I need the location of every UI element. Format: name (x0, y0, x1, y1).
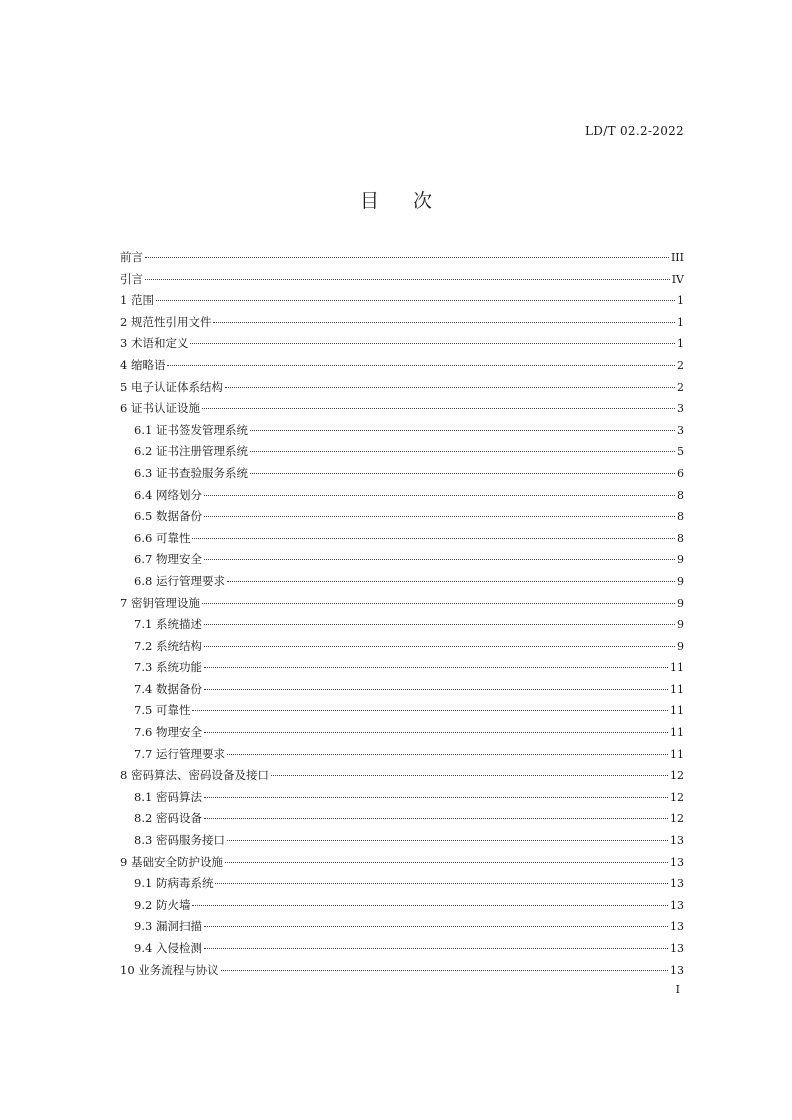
toc-entry[interactable] (120, 679, 684, 701)
toc-entry-label: 6.1 证书签发管理系统 (134, 422, 248, 437)
toc-entry-page: 1 (677, 315, 684, 329)
toc-entry[interactable] (120, 700, 684, 722)
toc-entry-label: 6.8 运行管理要求 (134, 573, 225, 588)
toc-entry-page: 8 (677, 488, 684, 502)
toc-leader-dots (250, 430, 675, 431)
toc-entry[interactable] (120, 290, 684, 312)
toc-entry[interactable] (120, 549, 684, 571)
toc-entry[interactable] (120, 614, 684, 636)
toc-entry[interactable] (120, 485, 684, 507)
toc-entry-label: 7.2 系统结构 (134, 638, 202, 653)
document-code: LD/T 02.2-2022 (585, 124, 684, 138)
toc-leader-dots (192, 710, 668, 711)
toc-entry-label: 7.4 数据备份 (134, 681, 202, 696)
toc-entry-label: 8.3 密码服务接口 (134, 833, 225, 848)
toc-leader-dots (213, 322, 675, 323)
toc-entry-page: 13 (670, 877, 684, 891)
toc-leader-dots (202, 408, 675, 409)
toc-entry[interactable] (120, 269, 684, 291)
toc-entry-page: 9 (677, 574, 684, 588)
toc-entry-page: 9 (677, 596, 684, 610)
toc-entry-label: 9.1 防病毒系统 (134, 876, 214, 891)
toc-entry-page: 13 (670, 898, 684, 912)
toc-entry-label: 9 基础安全防护设施 (120, 854, 223, 869)
toc-entry[interactable] (120, 441, 684, 463)
toc-entry[interactable] (120, 722, 684, 744)
toc-entry-page: 2 (677, 358, 684, 372)
toc-entry-label: 7 密钥管理设施 (120, 595, 200, 610)
toc-entry-page: 11 (670, 661, 684, 675)
toc-entry-page: 9 (677, 553, 684, 567)
toc-entry-page: 2 (677, 380, 684, 394)
toc-entry-label: 6.3 证书查验服务系统 (134, 465, 248, 480)
toc-entry-label: 7.6 物理安全 (134, 725, 202, 740)
toc-entry-page: 9 (677, 618, 684, 632)
toc-entry-page: 11 (670, 747, 684, 761)
toc-entry-label: 9.4 入侵检测 (134, 941, 202, 955)
toc-entry[interactable] (120, 787, 684, 809)
toc-entry-label: 6.7 物理安全 (134, 552, 202, 567)
toc-entry[interactable] (120, 247, 684, 269)
toc-leader-dots (145, 279, 670, 280)
toc-entry-label: 8 密码算法、密码设备及接口 (120, 768, 269, 783)
toc-entry[interactable] (120, 463, 684, 485)
toc-entry-page: III (670, 251, 684, 264)
toc-leader-dots (204, 926, 668, 927)
toc-leader-dots (225, 387, 675, 388)
toc-entry[interactable] (120, 873, 684, 895)
toc-entry[interactable] (120, 960, 684, 982)
toc-entry-page: 12 (670, 769, 684, 783)
toc-leader-dots (204, 797, 668, 798)
toc-entry[interactable] (120, 355, 684, 377)
toc-entry-label: 6.6 可靠性 (134, 530, 191, 545)
toc-entry-page: 13 (670, 920, 684, 934)
toc-leader-dots (250, 451, 675, 452)
toc-entry-label: 8.2 密码设备 (134, 811, 202, 826)
toc-leader-dots (250, 473, 675, 474)
toc-entry[interactable] (120, 895, 684, 917)
toc-entry-label: 7.1 系统描述 (134, 617, 202, 632)
toc-entry[interactable] (120, 420, 684, 442)
toc-entry[interactable] (120, 593, 684, 615)
toc-entry-label: 9.3 漏洞扫描 (134, 919, 202, 934)
toc-entry-page: 1 (677, 294, 684, 308)
toc-leader-dots (221, 970, 668, 971)
toc-entry-page: 13 (670, 942, 684, 955)
toc-entry[interactable] (120, 916, 684, 938)
toc-entry-label: 7.5 可靠性 (134, 703, 191, 718)
toc-entry-label: 前言 (120, 250, 143, 264)
toc-entry-label: 6.5 数据备份 (134, 509, 202, 524)
toc-leader-dots (227, 581, 675, 582)
toc-leader-dots (192, 538, 675, 539)
toc-entry-page: 3 (677, 423, 684, 437)
toc-entry[interactable] (120, 333, 684, 355)
toc-entry-label: 引言 (120, 271, 143, 286)
toc-entry[interactable] (120, 830, 684, 852)
toc-leader-dots (204, 818, 668, 819)
toc-entry-page: 8 (677, 531, 684, 545)
toc-entry-label: 5 电子认证体系结构 (120, 379, 223, 394)
toc-entry-label: 3 术语和定义 (120, 336, 189, 351)
toc-leader-dots (204, 516, 675, 517)
toc-leader-dots (204, 948, 668, 949)
toc-entry-label: 4 缩略语 (120, 357, 166, 372)
toc-entry-page: 13 (670, 834, 684, 848)
toc-entry-label: 7.3 系统功能 (134, 660, 202, 675)
toc-entry[interactable] (120, 312, 684, 334)
toc-leader-dots (227, 754, 668, 755)
toc-leader-dots (204, 559, 675, 560)
toc-entry-label: 1 范围 (120, 293, 154, 308)
toc-leader-dots (192, 905, 668, 906)
toc-entry-page: 12 (670, 812, 684, 826)
toc-leader-dots (204, 624, 675, 625)
toc-entry-page: IV (671, 272, 684, 286)
toc-entry[interactable] (120, 657, 684, 679)
toc-leader-dots (202, 603, 675, 604)
toc-entry[interactable] (120, 506, 684, 528)
toc-entry[interactable] (120, 852, 684, 874)
toc-entry-page: 9 (677, 639, 684, 653)
toc-entry-page: 12 (670, 790, 684, 804)
toc-leader-dots (156, 300, 675, 301)
toc-leader-dots (227, 840, 668, 841)
toc-entry-page: 13 (670, 963, 684, 977)
toc-leader-dots (204, 646, 675, 647)
toc-entry-label: 8.1 密码算法 (134, 789, 202, 804)
table-of-contents (120, 247, 684, 981)
toc-entry-page: 8 (677, 510, 684, 524)
toc-entry-page: 11 (670, 704, 684, 718)
toc-entry[interactable] (120, 377, 684, 399)
toc-entry-page: 11 (670, 726, 684, 740)
toc-entry[interactable] (120, 636, 684, 658)
toc-entry-label: 6 证书认证设施 (120, 401, 200, 416)
toc-entry-page: 6 (677, 466, 684, 480)
toc-entry-page: 3 (677, 402, 684, 416)
toc-entry[interactable] (120, 398, 684, 420)
toc-entry[interactable] (120, 765, 684, 787)
toc-leader-dots (204, 689, 668, 690)
toc-entry-page: 1 (677, 337, 684, 351)
toc-entry-page: 5 (677, 445, 684, 459)
toc-entry-page: 11 (670, 682, 684, 696)
toc-entry[interactable] (120, 808, 684, 830)
toc-leader-dots (215, 883, 668, 884)
toc-entry[interactable] (120, 744, 684, 766)
page-number: I (675, 983, 680, 996)
toc-entry[interactable] (120, 938, 684, 960)
toc-leader-dots (204, 667, 668, 668)
toc-leader-dots (204, 495, 675, 496)
toc-leader-dots (225, 862, 668, 863)
page-title: 目次 (359, 190, 466, 212)
toc-leader-dots (190, 343, 675, 344)
toc-entry[interactable] (120, 571, 684, 593)
toc-entry-label: 6.2 证书注册管理系统 (134, 444, 248, 459)
toc-entry-label: 7.7 运行管理要求 (134, 746, 225, 761)
toc-leader-dots (167, 365, 675, 366)
toc-leader-dots (271, 775, 668, 776)
toc-entry-label: 6.4 网络划分 (134, 487, 202, 502)
toc-entry-label: 9.2 防火墙 (134, 897, 191, 912)
toc-entry-page: 13 (670, 855, 684, 869)
toc-entry-label: 10 业务流程与协议 (120, 962, 219, 977)
toc-entry-label: 2 规范性引用文件 (120, 314, 212, 329)
toc-leader-dots (145, 257, 669, 258)
toc-leader-dots (204, 732, 668, 733)
toc-entry[interactable] (120, 528, 684, 550)
